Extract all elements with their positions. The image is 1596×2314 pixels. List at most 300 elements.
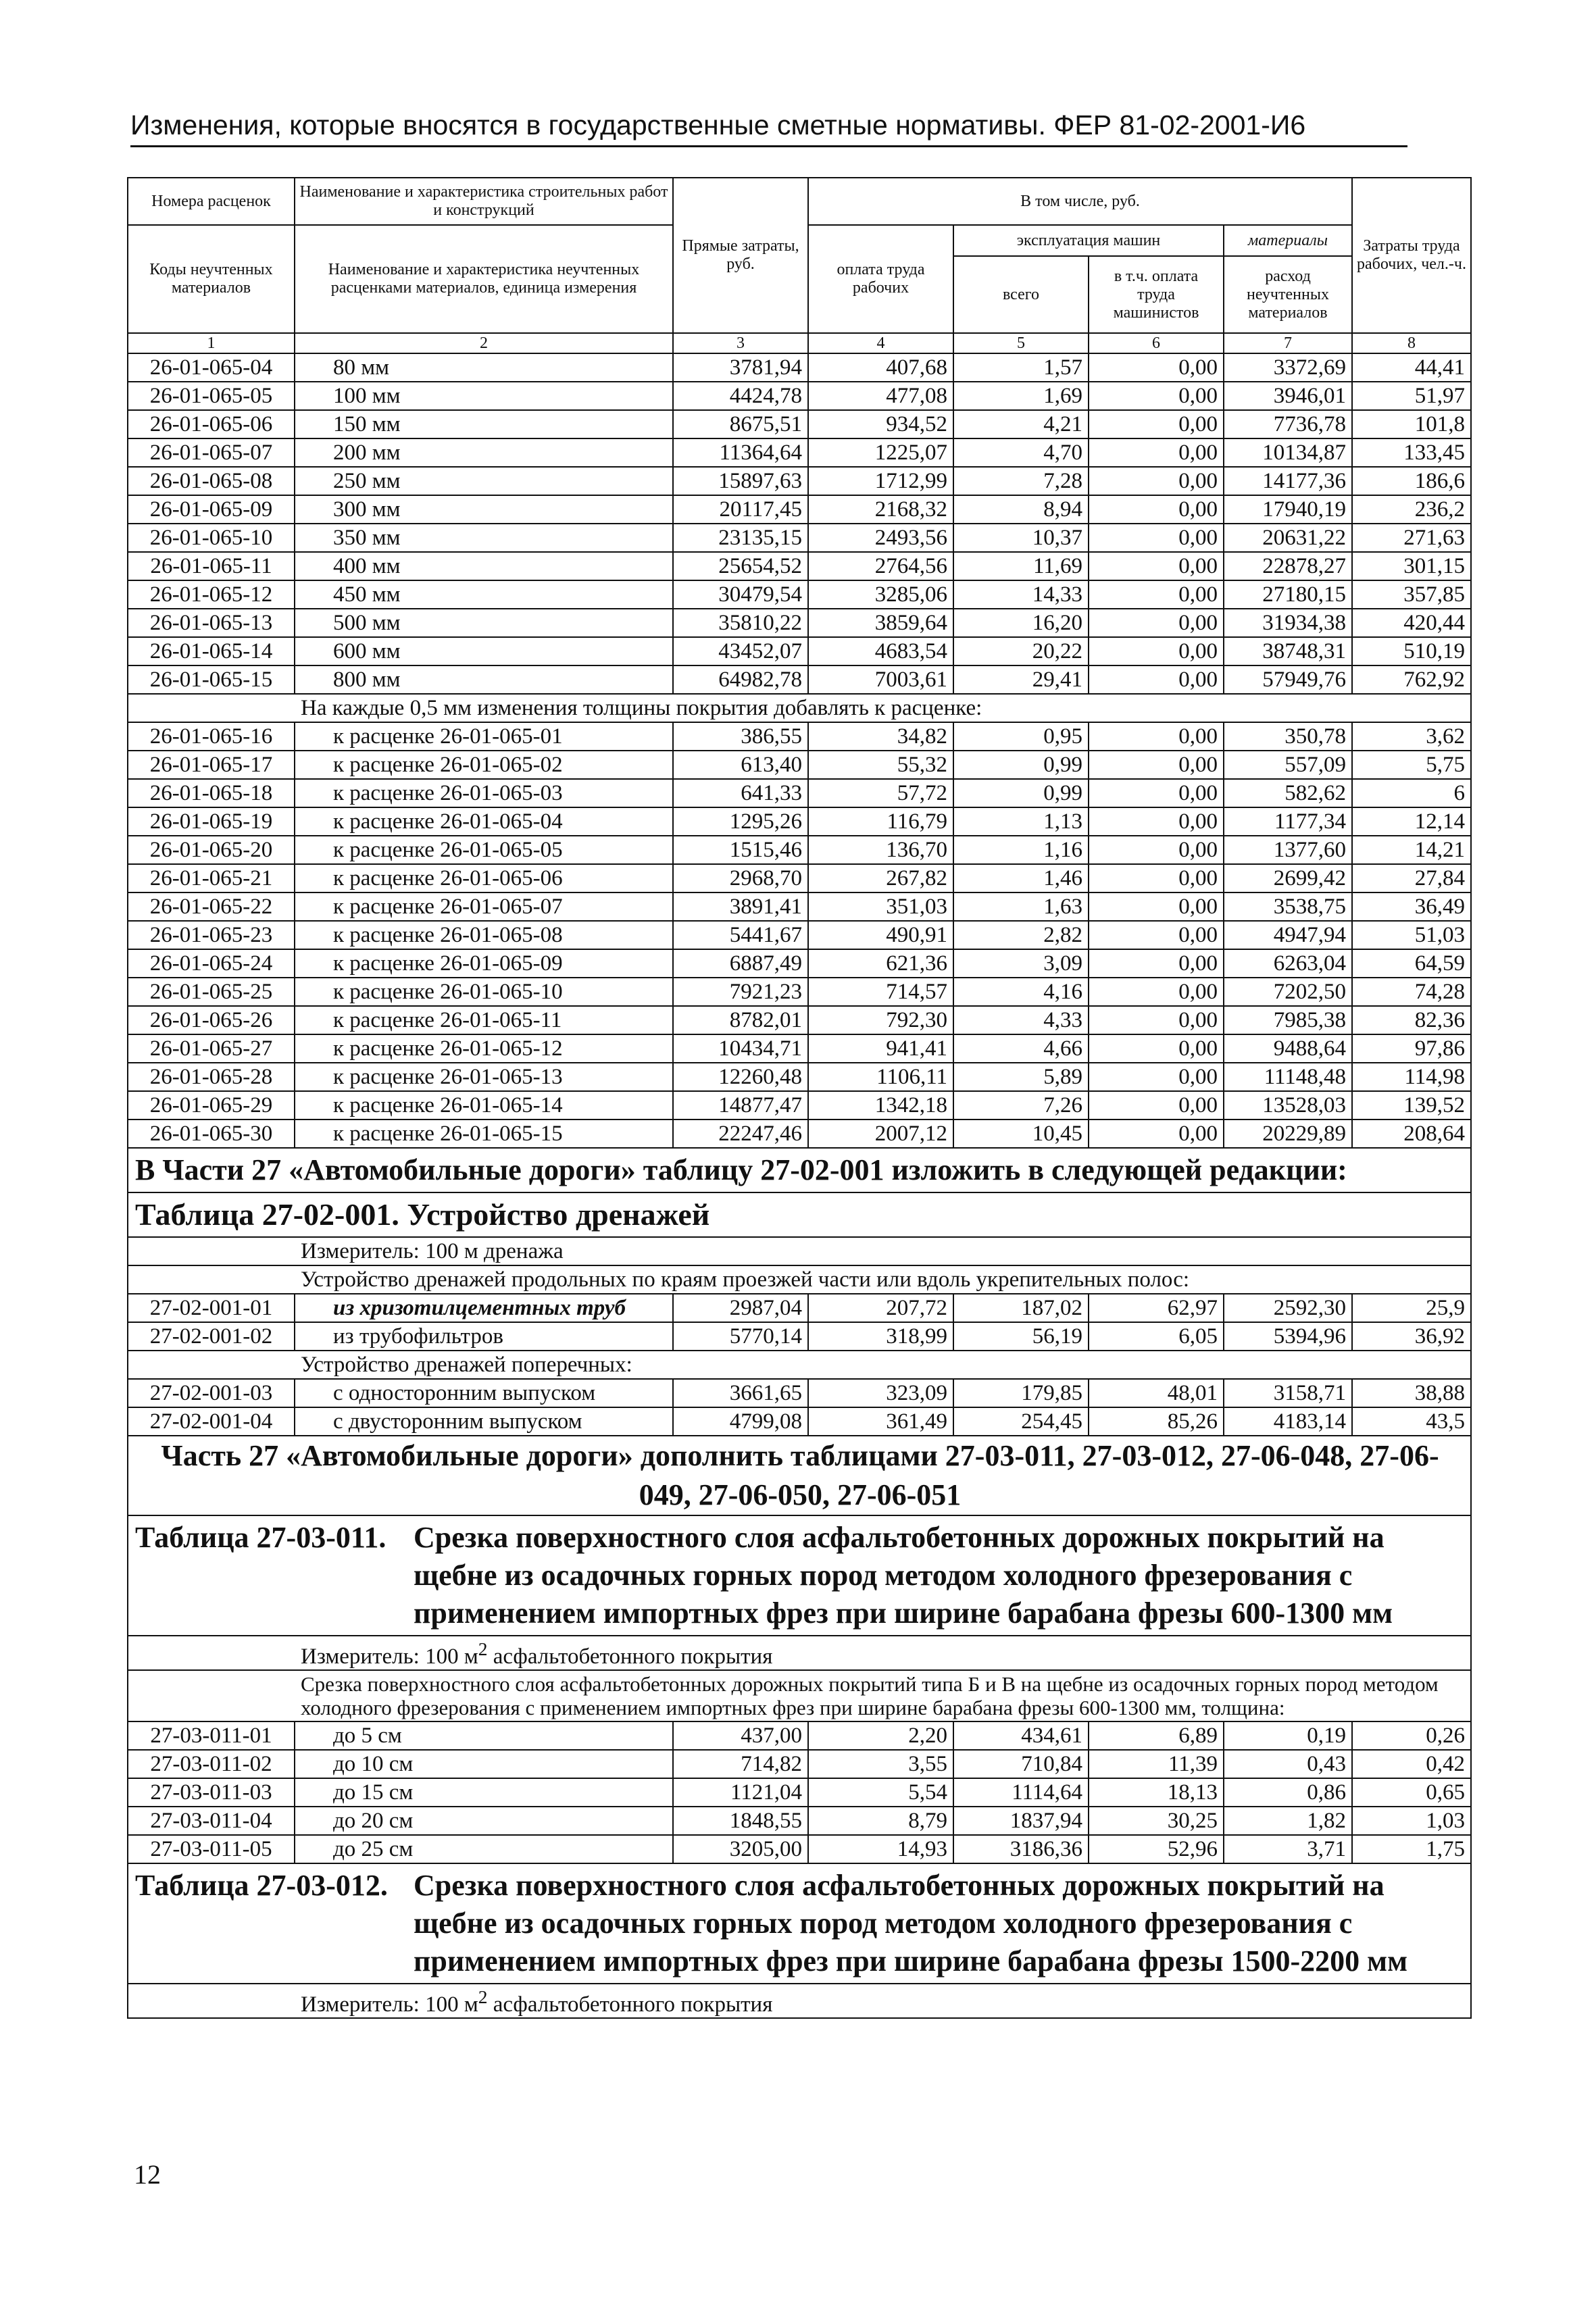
- subheading: Устройство дренажей поперечных:: [128, 1351, 1471, 1379]
- work-name: к расценке 26-01-065-06: [295, 864, 673, 892]
- rate-code: 26-01-065-04: [128, 353, 295, 382]
- table-title-row: [128, 1192, 1471, 1237]
- value-cell: 0,00: [1089, 665, 1224, 694]
- rate-code: 27-02-001-03: [128, 1379, 295, 1407]
- col-head-wages: оплата труда рабочих: [808, 225, 953, 333]
- work-name: к расценке 26-01-065-12: [295, 1034, 673, 1063]
- value-cell: 613,40: [673, 751, 808, 779]
- value-cell: 1,57: [953, 353, 1089, 382]
- table-row: [128, 1750, 1471, 1778]
- value-cell: 6: [1352, 779, 1471, 807]
- value-cell: 1837,94: [953, 1807, 1089, 1835]
- value-cell: 1225,07: [808, 438, 953, 467]
- rate-code: 26-01-065-24: [128, 949, 295, 978]
- unit-suffix: асфальтобетонного покрытия: [487, 1644, 773, 1669]
- table-row: [128, 949, 1471, 978]
- value-cell: 2,82: [953, 921, 1089, 949]
- value-cell: 0,00: [1089, 978, 1224, 1006]
- work-name: 350 мм: [295, 524, 673, 552]
- value-cell: 0,00: [1089, 467, 1224, 495]
- value-cell: 207,72: [808, 1294, 953, 1322]
- table-row: [128, 1120, 1471, 1148]
- table-row: [128, 524, 1471, 552]
- work-name: к расценке 26-01-065-11: [295, 1006, 673, 1034]
- value-cell: 2592,30: [1224, 1294, 1352, 1322]
- value-cell: 57949,76: [1224, 665, 1352, 694]
- value-cell: 11148,48: [1224, 1063, 1352, 1091]
- unit-row: [128, 1984, 1471, 2018]
- value-cell: 12,14: [1352, 807, 1471, 836]
- value-cell: 1,13: [953, 807, 1089, 836]
- subheading-row: [128, 1351, 1471, 1379]
- work-name: 300 мм: [295, 495, 673, 524]
- rate-code: 26-01-065-05: [128, 382, 295, 410]
- header-row-1: [128, 178, 1471, 225]
- col-head-name-bottom: Наименование и характеристика неучтенных расценками материалов, единица измерения: [295, 225, 673, 333]
- table-row: [128, 864, 1471, 892]
- value-cell: 5,54: [808, 1778, 953, 1807]
- table-title-row: [128, 1863, 1471, 1984]
- value-cell: 11364,64: [673, 438, 808, 467]
- rate-code: 26-01-065-08: [128, 467, 295, 495]
- value-cell: 0,99: [953, 751, 1089, 779]
- value-cell: 52,96: [1089, 1835, 1224, 1863]
- value-cell: 1712,99: [808, 467, 953, 495]
- work-name: 500 мм: [295, 609, 673, 637]
- value-cell: 0,00: [1089, 1006, 1224, 1034]
- value-cell: 43452,07: [673, 637, 808, 665]
- table-row: [128, 1063, 1471, 1091]
- value-cell: 0,26: [1352, 1721, 1471, 1750]
- value-cell: 20,22: [953, 637, 1089, 665]
- value-cell: 2168,32: [808, 495, 953, 524]
- work-name: из трубофильтров: [295, 1322, 673, 1351]
- value-cell: 14,93: [808, 1835, 953, 1863]
- value-cell: 10,37: [953, 524, 1089, 552]
- value-cell: 0,00: [1089, 1091, 1224, 1120]
- value-cell: 64,59: [1352, 949, 1471, 978]
- value-cell: 56,19: [953, 1322, 1089, 1351]
- value-cell: 1,16: [953, 836, 1089, 864]
- value-cell: 0,00: [1089, 779, 1224, 807]
- rate-code: 27-02-001-04: [128, 1407, 295, 1436]
- value-cell: 7202,50: [1224, 978, 1352, 1006]
- value-cell: 133,45: [1352, 438, 1471, 467]
- value-cell: 1,46: [953, 864, 1089, 892]
- column-numbers-row: [128, 333, 1471, 353]
- value-cell: 3186,36: [953, 1835, 1089, 1863]
- work-name: к расценке 26-01-065-03: [295, 779, 673, 807]
- table-title-text: Срезка поверхностного слоя асфальтобетонных дорожных покрытий на щебне из осадочных горных пород методом холодного фрезерования с применением импортных фрез при ширине барабана фрезы 600-1300 мм: [414, 1521, 1393, 1630]
- value-cell: 3158,71: [1224, 1379, 1352, 1407]
- value-cell: 29,41: [953, 665, 1089, 694]
- unit-row: [128, 1636, 1471, 1670]
- work-name: 800 мм: [295, 665, 673, 694]
- work-name: к расценке 26-01-065-09: [295, 949, 673, 978]
- value-cell: 714,57: [808, 978, 953, 1006]
- value-cell: 85,26: [1089, 1407, 1224, 1436]
- value-cell: 490,91: [808, 921, 953, 949]
- rate-code: 26-01-065-14: [128, 637, 295, 665]
- value-cell: 8675,51: [673, 410, 808, 438]
- value-cell: 25,9: [1352, 1294, 1471, 1322]
- rate-code: 26-01-065-28: [128, 1063, 295, 1091]
- value-cell: 55,32: [808, 751, 953, 779]
- work-name: 400 мм: [295, 552, 673, 580]
- rate-code: 26-01-065-10: [128, 524, 295, 552]
- table-row: [128, 722, 1471, 751]
- value-cell: 6,89: [1089, 1721, 1224, 1750]
- value-cell: 17940,19: [1224, 495, 1352, 524]
- table-row: [128, 1407, 1471, 1436]
- value-cell: 15897,63: [673, 467, 808, 495]
- value-cell: 3285,06: [808, 580, 953, 609]
- value-cell: 4683,54: [808, 637, 953, 665]
- value-cell: 2007,12: [808, 1120, 953, 1148]
- estimate-table: [127, 177, 1472, 2019]
- value-cell: 357,85: [1352, 580, 1471, 609]
- value-cell: 714,82: [673, 1750, 808, 1778]
- work-name: к расценке 26-01-065-02: [295, 751, 673, 779]
- value-cell: 5441,67: [673, 921, 808, 949]
- work-name: до 15 см: [295, 1778, 673, 1807]
- unit-label: Измеритель: 100 м дренажа: [128, 1237, 1471, 1265]
- work-name: с односторонним выпуском: [295, 1379, 673, 1407]
- value-cell: 36,92: [1352, 1322, 1471, 1351]
- value-cell: 14,21: [1352, 836, 1471, 864]
- value-cell: 4947,94: [1224, 921, 1352, 949]
- rate-code: 26-01-065-06: [128, 410, 295, 438]
- value-cell: 51,03: [1352, 921, 1471, 949]
- value-cell: 434,61: [953, 1721, 1089, 1750]
- value-cell: 30479,54: [673, 580, 808, 609]
- value-cell: 0,86: [1224, 1778, 1352, 1807]
- value-cell: 0,00: [1089, 722, 1224, 751]
- value-cell: 10,45: [953, 1120, 1089, 1148]
- table-row: [128, 921, 1471, 949]
- value-cell: 7921,23: [673, 978, 808, 1006]
- value-cell: 9488,64: [1224, 1034, 1352, 1063]
- value-cell: 97,86: [1352, 1034, 1471, 1063]
- value-cell: 4,70: [953, 438, 1089, 467]
- work-name: к расценке 26-01-065-15: [295, 1120, 673, 1148]
- value-cell: 10134,87: [1224, 438, 1352, 467]
- value-cell: 407,68: [808, 353, 953, 382]
- value-cell: 0,00: [1089, 580, 1224, 609]
- table-row: [128, 1322, 1471, 1351]
- work-name: из хризотилцементных труб: [295, 1294, 673, 1322]
- value-cell: 3,09: [953, 949, 1089, 978]
- table-row: [128, 1778, 1471, 1807]
- value-cell: 0,00: [1089, 892, 1224, 921]
- value-cell: 0,00: [1089, 609, 1224, 637]
- value-cell: 51,97: [1352, 382, 1471, 410]
- value-cell: 0,00: [1089, 410, 1224, 438]
- table-row: [128, 1807, 1471, 1835]
- col-head-name-top: Наименование и характеристика строительных работ и конструкций: [295, 178, 673, 225]
- work-name: к расценке 26-01-065-10: [295, 978, 673, 1006]
- table-row: [128, 410, 1471, 438]
- value-cell: 0,00: [1089, 921, 1224, 949]
- value-cell: 27,84: [1352, 864, 1471, 892]
- value-cell: 318,99: [808, 1322, 953, 1351]
- col-number: 7: [1224, 333, 1352, 353]
- col-head-materials: материалы: [1224, 225, 1352, 256]
- value-cell: 0,00: [1089, 495, 1224, 524]
- value-cell: 1,69: [953, 382, 1089, 410]
- value-cell: 762,92: [1352, 665, 1471, 694]
- table-row: [128, 892, 1471, 921]
- value-cell: 114,98: [1352, 1063, 1471, 1091]
- value-cell: 101,8: [1352, 410, 1471, 438]
- value-cell: 7985,38: [1224, 1006, 1352, 1034]
- value-cell: 31934,38: [1224, 609, 1352, 637]
- value-cell: 0,00: [1089, 438, 1224, 467]
- value-cell: 510,19: [1352, 637, 1471, 665]
- section-heading: Часть 27 «Автомобильные дороги» дополнить таблицами 27-03-011, 27-03-012, 27-06-048, 27-06-049, 27-06-050, 27-06-051: [128, 1436, 1471, 1515]
- value-cell: 0,00: [1089, 751, 1224, 779]
- table-row: [128, 807, 1471, 836]
- value-cell: 1,75: [1352, 1835, 1471, 1863]
- value-cell: 8782,01: [673, 1006, 808, 1034]
- value-cell: 1295,26: [673, 807, 808, 836]
- value-cell: 386,55: [673, 722, 808, 751]
- table-title: Таблица 27-02-001. Устройство дренажей: [128, 1192, 1471, 1237]
- rate-code: 26-01-065-21: [128, 864, 295, 892]
- col-head-direct: Прямые затраты, руб.: [673, 178, 808, 333]
- value-cell: 34,82: [808, 722, 953, 751]
- value-cell: 35810,22: [673, 609, 808, 637]
- value-cell: 3946,01: [1224, 382, 1352, 410]
- value-cell: 116,79: [808, 807, 953, 836]
- value-cell: 0,00: [1089, 552, 1224, 580]
- value-cell: 0,00: [1089, 1120, 1224, 1148]
- value-cell: 267,82: [808, 864, 953, 892]
- value-cell: 3,71: [1224, 1835, 1352, 1863]
- section-heading: В Части 27 «Автомобильные дороги» таблицу 27-02-001 изложить в следующей редакции:: [128, 1148, 1471, 1192]
- value-cell: 14177,36: [1224, 467, 1352, 495]
- subheading-row: [128, 694, 1471, 722]
- value-cell: 18,13: [1089, 1778, 1224, 1807]
- value-cell: 11,69: [953, 552, 1089, 580]
- value-cell: 139,52: [1352, 1091, 1471, 1120]
- value-cell: 4183,14: [1224, 1407, 1352, 1436]
- value-cell: 8,79: [808, 1807, 953, 1835]
- value-cell: 20631,22: [1224, 524, 1352, 552]
- value-cell: 3205,00: [673, 1835, 808, 1863]
- rate-code: 26-01-065-18: [128, 779, 295, 807]
- col-number: 4: [808, 333, 953, 353]
- value-cell: 1848,55: [673, 1807, 808, 1835]
- value-cell: 3891,41: [673, 892, 808, 921]
- value-cell: 1377,60: [1224, 836, 1352, 864]
- value-cell: 361,49: [808, 1407, 953, 1436]
- value-cell: 477,08: [808, 382, 953, 410]
- value-cell: 82,36: [1352, 1006, 1471, 1034]
- work-name: к расценке 26-01-065-04: [295, 807, 673, 836]
- subheading-row: [128, 1265, 1471, 1294]
- value-cell: 4,21: [953, 410, 1089, 438]
- rate-code: 27-03-011-04: [128, 1807, 295, 1835]
- value-cell: 5,75: [1352, 751, 1471, 779]
- table-row: [128, 609, 1471, 637]
- col-head-machines: эксплуатация машин: [953, 225, 1224, 256]
- table-row: [128, 1006, 1471, 1034]
- work-name: к расценке 26-01-065-07: [295, 892, 673, 921]
- rate-code: 26-01-065-19: [128, 807, 295, 836]
- value-cell: 6263,04: [1224, 949, 1352, 978]
- rate-code: 26-01-065-09: [128, 495, 295, 524]
- table-row: [128, 467, 1471, 495]
- page-number: 12: [134, 2159, 161, 2190]
- value-cell: 7003,61: [808, 665, 953, 694]
- table-row: [128, 1034, 1471, 1063]
- value-cell: 0,42: [1352, 1750, 1471, 1778]
- work-name: 450 мм: [295, 580, 673, 609]
- value-cell: 64982,78: [673, 665, 808, 694]
- rate-code: 26-01-065-07: [128, 438, 295, 467]
- value-cell: 437,00: [673, 1721, 808, 1750]
- value-cell: 2968,70: [673, 864, 808, 892]
- value-cell: 43,5: [1352, 1407, 1471, 1436]
- value-cell: 0,00: [1089, 382, 1224, 410]
- col-head-codes-top: Номера расценок: [128, 178, 295, 225]
- value-cell: 0,00: [1089, 807, 1224, 836]
- table-row: [128, 552, 1471, 580]
- value-cell: 0,00: [1089, 836, 1224, 864]
- value-cell: 3781,94: [673, 353, 808, 382]
- col-head-materials-exp: расход неучтенных материалов: [1224, 256, 1352, 333]
- value-cell: 1342,18: [808, 1091, 953, 1120]
- value-cell: 57,72: [808, 779, 953, 807]
- value-cell: 20229,89: [1224, 1120, 1352, 1148]
- value-cell: 13528,03: [1224, 1091, 1352, 1120]
- table-row: [128, 836, 1471, 864]
- value-cell: 0,00: [1089, 949, 1224, 978]
- value-cell: 38748,31: [1224, 637, 1352, 665]
- table-title-text: Срезка поверхностного слоя асфальтобетонных дорожных покрытий на щебне из осадочных горных пород методом холодного фрезерования с применением импортных фрез при ширине барабана фрезы 1500-2200 мм: [414, 1869, 1408, 1978]
- col-number: 5: [953, 333, 1089, 353]
- table-row: [128, 1379, 1471, 1407]
- rate-code: 26-01-065-22: [128, 892, 295, 921]
- value-cell: 621,36: [808, 949, 953, 978]
- value-cell: 301,15: [1352, 552, 1471, 580]
- table-row: [128, 751, 1471, 779]
- unit-prefix: Измеритель: 100 м: [301, 1992, 478, 2017]
- work-name: к расценке 26-01-065-05: [295, 836, 673, 864]
- unit-sup: 2: [478, 1986, 488, 2007]
- rate-code: 26-01-065-11: [128, 552, 295, 580]
- work-name: 100 мм: [295, 382, 673, 410]
- value-cell: 6,05: [1089, 1322, 1224, 1351]
- table-row: [128, 580, 1471, 609]
- col-number: 1: [128, 333, 295, 353]
- value-cell: 3,62: [1352, 722, 1471, 751]
- value-cell: 934,52: [808, 410, 953, 438]
- work-name: 200 мм: [295, 438, 673, 467]
- value-cell: 1106,11: [808, 1063, 953, 1091]
- col-head-incl: В том числе, руб.: [808, 178, 1352, 225]
- value-cell: 351,03: [808, 892, 953, 921]
- col-number: 6: [1089, 333, 1224, 353]
- rate-code: 26-01-065-15: [128, 665, 295, 694]
- value-cell: 582,62: [1224, 779, 1352, 807]
- value-cell: 641,33: [673, 779, 808, 807]
- rate-code: 27-03-011-01: [128, 1721, 295, 1750]
- value-cell: 12260,48: [673, 1063, 808, 1091]
- work-name: 250 мм: [295, 467, 673, 495]
- rate-code: 27-02-001-02: [128, 1322, 295, 1351]
- value-cell: 792,30: [808, 1006, 953, 1034]
- rate-code: 26-01-065-13: [128, 609, 295, 637]
- value-cell: 7736,78: [1224, 410, 1352, 438]
- col-head-machines-wage: в т.ч. оплата труда машинистов: [1089, 256, 1224, 333]
- work-name: с двусторонним выпуском: [295, 1407, 673, 1436]
- value-cell: 7,28: [953, 467, 1089, 495]
- work-name: 600 мм: [295, 637, 673, 665]
- value-cell: 6887,49: [673, 949, 808, 978]
- value-cell: 0,43: [1224, 1750, 1352, 1778]
- table-row: [128, 637, 1471, 665]
- value-cell: 8,94: [953, 495, 1089, 524]
- value-cell: 1515,46: [673, 836, 808, 864]
- table-row: [128, 1091, 1471, 1120]
- work-name: 80 мм: [295, 353, 673, 382]
- value-cell: 3,55: [808, 1750, 953, 1778]
- col-number: 3: [673, 333, 808, 353]
- value-cell: 25654,52: [673, 552, 808, 580]
- value-cell: 62,97: [1089, 1294, 1224, 1322]
- work-name: к расценке 26-01-065-01: [295, 722, 673, 751]
- value-cell: 5,89: [953, 1063, 1089, 1091]
- value-cell: 0,95: [953, 722, 1089, 751]
- value-cell: 22247,46: [673, 1120, 808, 1148]
- value-cell: 0,00: [1089, 864, 1224, 892]
- value-cell: 44,41: [1352, 353, 1471, 382]
- value-cell: 23135,15: [673, 524, 808, 552]
- col-number: 8: [1352, 333, 1471, 353]
- value-cell: 38,88: [1352, 1379, 1471, 1407]
- value-cell: 16,20: [953, 609, 1089, 637]
- value-cell: 941,41: [808, 1034, 953, 1063]
- unit-label: [128, 1636, 1471, 1670]
- value-cell: 2987,04: [673, 1294, 808, 1322]
- value-cell: 30,25: [1089, 1807, 1224, 1835]
- value-cell: 187,02: [953, 1294, 1089, 1322]
- value-cell: 1,82: [1224, 1807, 1352, 1835]
- col-head-labor: Затраты труда рабочих, чел.-ч.: [1352, 178, 1471, 333]
- work-name: 150 мм: [295, 410, 673, 438]
- value-cell: 179,85: [953, 1379, 1089, 1407]
- table-row: [128, 1294, 1471, 1322]
- value-cell: 0,00: [1089, 524, 1224, 552]
- work-name: до 25 см: [295, 1835, 673, 1863]
- value-cell: 2699,42: [1224, 864, 1352, 892]
- rate-code: 26-01-065-25: [128, 978, 295, 1006]
- value-cell: 0,00: [1089, 1063, 1224, 1091]
- description: Срезка поверхностного слоя асфальтобетонных дорожных покрытий типа Б и В на щебне из осадочных горных пород методом холодного фрезерования с применением импортных фрез при ширине барабана фрезы 600-1300 мм, толщина:: [128, 1670, 1471, 1721]
- value-cell: 0,00: [1089, 637, 1224, 665]
- value-cell: 27180,15: [1224, 580, 1352, 609]
- value-cell: 4,16: [953, 978, 1089, 1006]
- value-cell: 557,09: [1224, 751, 1352, 779]
- rate-code: 27-03-011-03: [128, 1778, 295, 1807]
- unit-suffix: асфальтобетонного покрытия: [487, 1992, 773, 2017]
- value-cell: 0,19: [1224, 1721, 1352, 1750]
- value-cell: 36,49: [1352, 892, 1471, 921]
- value-cell: 271,63: [1352, 524, 1471, 552]
- rate-code: 27-02-001-01: [128, 1294, 295, 1322]
